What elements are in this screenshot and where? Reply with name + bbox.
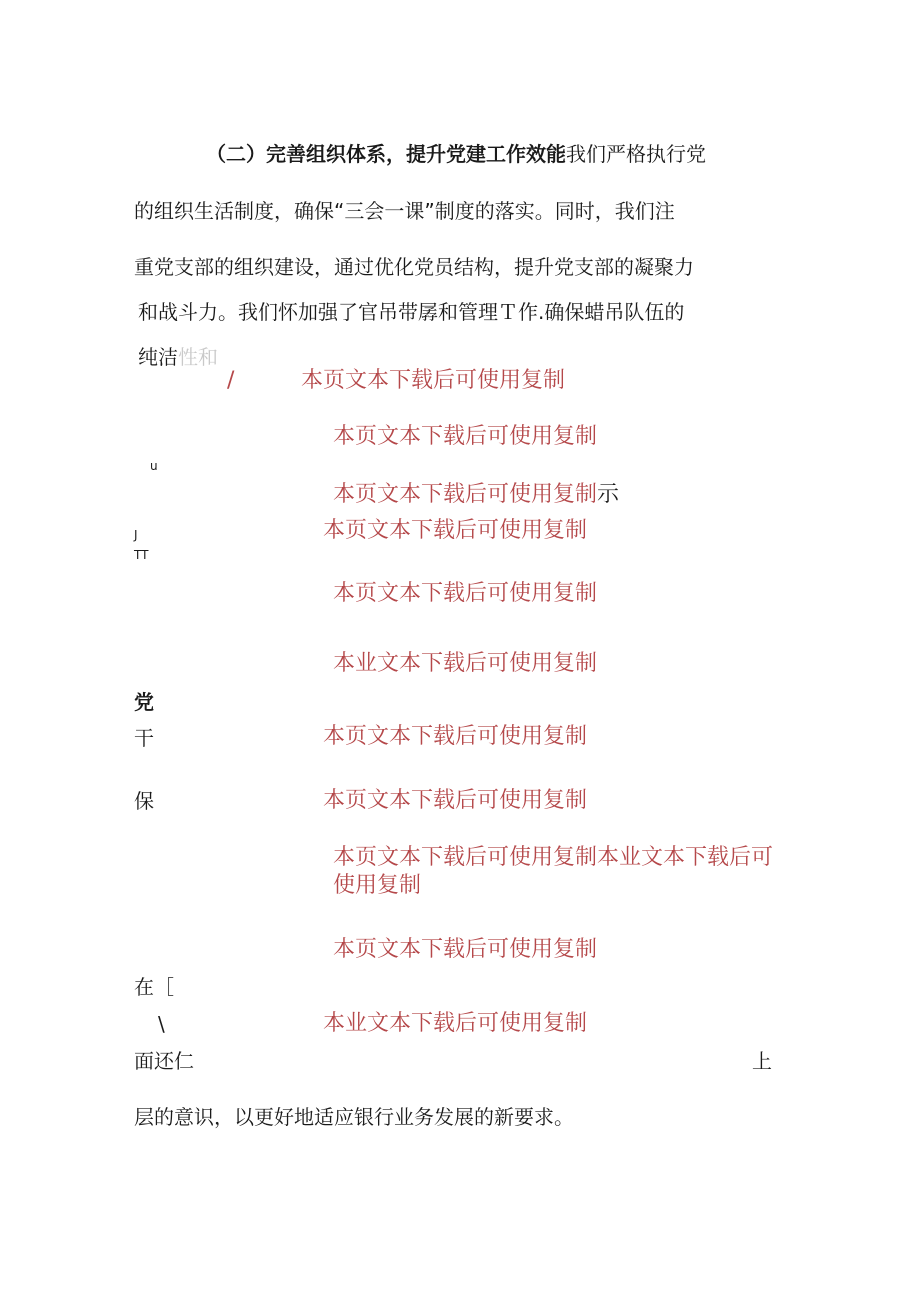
watermark-line: 本业文本下载后可使用复制 (323, 1011, 588, 1036)
fragment-mian: 面还仁 (134, 1049, 194, 1073)
watermark-line: 本页文本下载后可使用复制本业文本下载后可使用复制 (333, 845, 774, 898)
fragment-dang: 党 (134, 690, 154, 714)
section-heading: （二）完善组织体系，提升党建工作效能 (206, 142, 566, 166)
fragment-shi: 示 (597, 482, 620, 507)
fragment-u: u (150, 459, 158, 473)
fragment-tt: TT (134, 548, 149, 562)
fragment-j: J (134, 528, 138, 542)
fragment-backslash: \ (158, 1012, 165, 1036)
line1-rest: 我们严格执行党 (566, 142, 706, 166)
paragraph-line-2: 的组织生活制度，确保“三会一课”制度的落实。同时，我们注 (134, 199, 675, 223)
watermark-line: 本页文本下载后可使用复制 (323, 788, 588, 813)
fragment-gan: 干 (134, 726, 154, 750)
watermark-line: 本业文本下载后可使用复制 (333, 651, 598, 676)
watermark-line: 本页文本下载后可使用复制 (301, 368, 566, 393)
slash-mark: / (227, 368, 235, 393)
paragraph-line-4: 和战斗力。我们怀加强了官吊带孱和管理Ｔ作.确保蜡吊队伍的 (138, 300, 685, 324)
watermark-line (333, 481, 619, 509)
fragment-bao: 保 (134, 789, 154, 813)
watermark-line: 本页文本下载后可使用复制 (323, 724, 588, 749)
watermark-line: 本页文本下载后可使用复制 (323, 518, 588, 543)
fragment-zai: 在［ (134, 975, 174, 999)
closing-line: 层的意识，以更好地适应银行业务发展的新要求。 (134, 1105, 574, 1129)
paragraph-line-3: 重党支部的组织建设，通过优化党员结构，提升党支部的凝聚力 (134, 255, 694, 279)
watermark-text: 本页文本下载后可使用复制 (333, 482, 598, 507)
watermark-line: 本页文本下载后可使用复制 (333, 937, 598, 962)
watermark-line: 本页文本下载后可使用复制 (333, 581, 598, 606)
fragment-shang: 上 (752, 1049, 772, 1073)
paragraph-line-5 (138, 345, 218, 369)
watermark-line: 本页文本下载后可使用复制 (333, 424, 598, 449)
line5-faded-text: 性和 (178, 345, 218, 369)
paragraph-line-1 (206, 142, 706, 166)
line5-text: 纯洁 (138, 345, 178, 369)
